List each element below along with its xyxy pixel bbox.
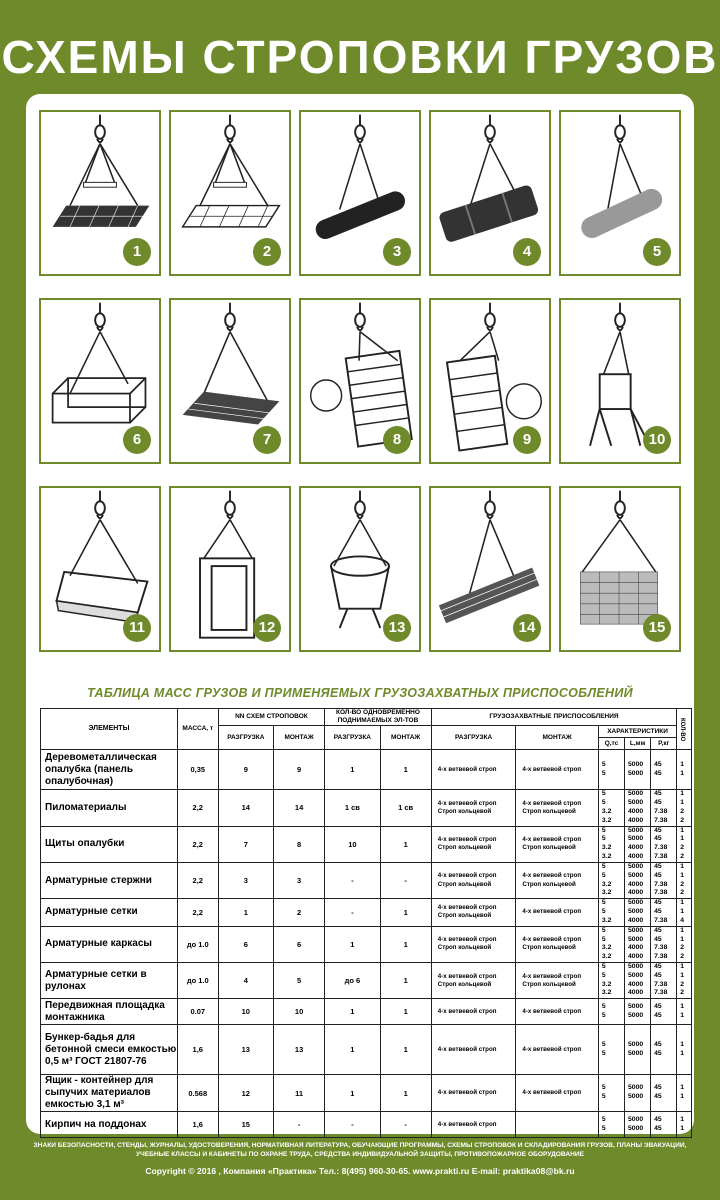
cell-p: 45 45 7.38 7.38	[651, 862, 677, 898]
cell-count-unloading: -	[325, 1112, 380, 1138]
cell-mass: 2,2	[177, 899, 218, 926]
scheme-cell-2	[169, 110, 291, 276]
table-row	[41, 790, 692, 826]
cell-qty: 1 1 2 2	[677, 826, 692, 862]
header-l: L,мм	[625, 738, 651, 750]
cell-element: Ящик - контейнер для сыпучих материалов емкостью 3,1 м³	[41, 1075, 178, 1112]
content-panel	[26, 94, 694, 1134]
header-count-unloading: РАЗГРУЗКА	[325, 726, 380, 750]
cell-device-unloading: 4-х ветвевой строп Строп кольцевой	[431, 790, 516, 826]
header-schemes: NN СХЕМ СТРОПОВОК	[218, 709, 325, 726]
cell-device-mounting: 4-х ветвевой строп	[516, 1025, 599, 1075]
cell-count-unloading: 10	[325, 826, 380, 862]
cell-count-mounting: -	[380, 1112, 431, 1138]
cell-scheme-unloading: 4	[218, 962, 273, 998]
scheme-number-badge: 5	[643, 238, 671, 266]
cell-element: Пиломатериалы	[41, 790, 178, 826]
cell-count-mounting: 1	[380, 899, 431, 926]
header-devices-unloading: РАЗГРУЗКА	[431, 726, 516, 750]
cell-p: 45 45	[651, 1075, 677, 1112]
cell-qty: 1 1 2 2	[677, 790, 692, 826]
cell-device-unloading: 4-х ветвевой строп	[431, 1112, 516, 1138]
cell-scheme-unloading: 6	[218, 926, 273, 962]
cell-element: Арматурные каркасы	[41, 926, 178, 962]
cell-scheme-mounting: 13	[274, 1025, 325, 1075]
cell-q: 5 5	[598, 1075, 624, 1112]
scheme-cell-7	[169, 298, 291, 464]
cell-device-unloading: 4-х ветвевой строп	[431, 1075, 516, 1112]
cell-scheme-unloading: 14	[218, 790, 273, 826]
cell-device-mounting: 4-х ветвевой строп	[516, 999, 599, 1025]
cell-count-unloading: до 6	[325, 962, 380, 998]
cell-q: 5 5	[598, 999, 624, 1025]
cell-element: Кирпич на поддонах	[41, 1112, 178, 1138]
cell-p: 45 45	[651, 1112, 677, 1138]
table-row	[41, 899, 692, 926]
cell-l: 5000 5000 4000 4000	[625, 862, 651, 898]
cell-count-mounting: 1	[380, 1025, 431, 1075]
cell-count-unloading: 1	[325, 926, 380, 962]
scheme-cell-9	[429, 298, 551, 464]
table-caption: ТАБЛИЦА МАСС ГРУЗОВ И ПРИМЕНЯЕМЫХ ГРУЗОЗАХВАТНЫХ ПРИСПОСОБЛЕНИЙ	[87, 686, 633, 700]
header-characteristics: ХАРАКТЕРИСТИКИ	[598, 726, 676, 738]
scheme-number-badge: 14	[513, 614, 541, 642]
cell-q: 5 5 3.2 3.2	[598, 926, 624, 962]
cell-count-mounting: -	[380, 862, 431, 898]
cell-count-unloading: -	[325, 862, 380, 898]
footer-line-2: УЧЕБНЫЕ КЛАССЫ И КАБИНЕТЫ ПО ОХРАНЕ ТРУДА, СРЕДСТВА ИНДИВИДУАЛЬНОЙ ЗАЩИТЫ, ПРОТИВОПОЖАРНОЕ ОБОРУДОВАНИЕ	[135, 1150, 585, 1158]
cell-device-unloading: 4-х ветвевой строп Строп кольцевой	[431, 862, 516, 898]
footer-copyright: Copyright © 2016 , Компания «Практика» Тел.: 8(495) 960-30-65. www.prakti.ru E-mail: praktika08@bk.ru	[145, 1166, 575, 1176]
cell-qty: 1 1	[677, 1025, 692, 1075]
cell-q: 5 5 3.2 3.2	[598, 826, 624, 862]
cell-mass: 0.568	[177, 1075, 218, 1112]
cell-scheme-unloading: 1	[218, 899, 273, 926]
cell-mass: 0,35	[177, 750, 218, 790]
cell-element: Деревометаллическая опалубка (панель опалубочная)	[41, 750, 178, 790]
table-row	[41, 926, 692, 962]
cell-mass: до 1.0	[177, 962, 218, 998]
cell-scheme-unloading: 13	[218, 1025, 273, 1075]
cell-scheme-mounting: 10	[274, 999, 325, 1025]
cell-scheme-mounting: 5	[274, 962, 325, 998]
cell-device-mounting: 4-х ветвевой строп	[516, 899, 599, 926]
scheme-cell-3	[299, 110, 421, 276]
cell-device-mounting: 4-х ветвевой строп	[516, 750, 599, 790]
cell-mass: 1,6	[177, 1112, 218, 1138]
cell-mass: 0.07	[177, 999, 218, 1025]
cell-l: 5000 5000	[625, 1025, 651, 1075]
cell-scheme-unloading: 15	[218, 1112, 273, 1138]
scheme-number-badge: 4	[513, 238, 541, 266]
table-row	[41, 862, 692, 898]
cell-scheme-unloading: 7	[218, 826, 273, 862]
cell-scheme-mounting: 11	[274, 1075, 325, 1112]
cell-device-mounting: 4-х ветвевой строп Строп кольцевой	[516, 826, 599, 862]
scheme-cell-4	[429, 110, 551, 276]
cell-q: 5 5 3.2 3.2	[598, 790, 624, 826]
table-row	[41, 1112, 692, 1138]
scheme-cell-15	[559, 486, 681, 652]
scheme-cell-5	[559, 110, 681, 276]
cell-qty: 1 1	[677, 750, 692, 790]
cell-count-unloading: 1 св	[325, 790, 380, 826]
scheme-number-badge: 7	[253, 426, 281, 454]
cell-l: 5000 5000	[625, 1075, 651, 1112]
cell-count-unloading: 1	[325, 999, 380, 1025]
cell-l: 5000 5000	[625, 1112, 651, 1138]
cell-l: 5000 5000 4000 4000	[625, 790, 651, 826]
cell-count-mounting: 1	[380, 962, 431, 998]
scheme-cell-1	[39, 110, 161, 276]
cell-q: 5 5 3.2 3.2	[598, 962, 624, 998]
header-count-mounting: МОНТАЖ	[380, 726, 431, 750]
header-devices-mounting: МОНТАЖ	[516, 726, 599, 750]
cell-device-unloading: 4-х ветвевой строп	[431, 1025, 516, 1075]
scheme-cell-11	[39, 486, 161, 652]
header-p: P,кг	[651, 738, 677, 750]
cell-qty: 1 1 2 2	[677, 926, 692, 962]
cell-l: 5000 5000 4000 4000	[625, 926, 651, 962]
cell-p: 45 45	[651, 750, 677, 790]
cell-qty: 1 1	[677, 1112, 692, 1138]
table-row	[41, 1025, 692, 1075]
cell-q: 5 5	[598, 1025, 624, 1075]
scheme-number-badge: 10	[643, 426, 671, 454]
scheme-cell-10	[559, 298, 681, 464]
cell-scheme-unloading: 9	[218, 750, 273, 790]
cell-count-mounting: 1	[380, 750, 431, 790]
cell-count-mounting: 1 св	[380, 790, 431, 826]
cell-device-unloading: 4-х ветвевой строп	[431, 750, 516, 790]
header-schemes-mounting: МОНТАЖ	[274, 726, 325, 750]
cell-device-unloading: 4-х ветвевой строп	[431, 999, 516, 1025]
cell-device-mounting	[516, 1112, 599, 1138]
cell-scheme-mounting: 3	[274, 862, 325, 898]
cell-device-mounting: 4-х ветвевой строп Строп кольцевой	[516, 926, 599, 962]
cell-scheme-unloading: 10	[218, 999, 273, 1025]
cell-mass: 1,6	[177, 1025, 218, 1075]
cell-scheme-mounting: 6	[274, 926, 325, 962]
cell-p: 45 45	[651, 999, 677, 1025]
cell-l: 5000 5000 4000 4000	[625, 826, 651, 862]
cell-count-mounting: 1	[380, 999, 431, 1025]
scheme-cell-13	[299, 486, 421, 652]
table-row	[41, 1075, 692, 1112]
cell-mass: до 1.0	[177, 926, 218, 962]
cell-l: 5000 5000	[625, 999, 651, 1025]
header-devices: ГРУЗОЗАХВАТНЫЕ ПРИСПОСОБЛЕНИЯ	[431, 709, 677, 726]
scheme-number-badge: 2	[253, 238, 281, 266]
cell-qty: 1 1	[677, 999, 692, 1025]
table-row	[41, 962, 692, 998]
header-mass: МАССА, т	[177, 709, 218, 750]
cell-l: 5000 5000	[625, 750, 651, 790]
cell-p: 45 45 7.38	[651, 899, 677, 926]
scheme-number-badge: 8	[383, 426, 411, 454]
scheme-cell-12	[169, 486, 291, 652]
cell-q: 5 5 3.2	[598, 899, 624, 926]
header-count: КОЛ-ВО ОДНОВРЕМЕННО ПОДНИМАЕМЫХ ЭЛ-ТОВ	[325, 709, 432, 726]
cell-scheme-mounting: 9	[274, 750, 325, 790]
cell-device-mounting: 4-х ветвевой строп Строп кольцевой	[516, 862, 599, 898]
cell-p: 45 45 7.38 7.38	[651, 926, 677, 962]
table-row	[41, 750, 692, 790]
cell-device-unloading: 4-х ветвевой строп Строп кольцевой	[431, 826, 516, 862]
scheme-number-badge: 9	[513, 426, 541, 454]
scheme-cell-6	[39, 298, 161, 464]
header-q: Q,тс	[598, 738, 624, 750]
cell-mass: 2,2	[177, 790, 218, 826]
cell-q: 5 5	[598, 750, 624, 790]
mass-table	[40, 708, 692, 1138]
cell-device-unloading: 4-х ветвевой строп Строп кольцевой	[431, 962, 516, 998]
cell-count-unloading: -	[325, 899, 380, 926]
cell-p: 45 45 7.38 7.38	[651, 962, 677, 998]
cell-qty: 1 1 2 2	[677, 962, 692, 998]
cell-count-mounting: 1	[380, 926, 431, 962]
cell-scheme-mounting: 14	[274, 790, 325, 826]
scheme-number-badge: 11	[123, 614, 151, 642]
cell-l: 5000 5000 4000	[625, 899, 651, 926]
cell-element: Бункер-бадья для бетонной смеси емкостью 0,5 м³ ГОСТ 21807-76	[41, 1025, 178, 1075]
cell-device-mounting: 4-х ветвевой строп	[516, 1075, 599, 1112]
cell-mass: 2,2	[177, 826, 218, 862]
footer-line-1: ЗНАКИ БЕЗОПАСНОСТИ, СТЕНДЫ, ЖУРНАЛЫ, УДОСТОВЕРЕНИЯ, НОРМАТИВНАЯ ЛИТЕРАТУРА, ОБУЧАЮЩИЕ ПРОГРАММЫ, СХЕМЫ СТРОПОВОК И СКЛАДИРОВАНИЯ ГРУЗОВ, ПЛАНЫ ЭВАКУАЦИИ,	[33, 1142, 687, 1149]
cell-count-unloading: 1	[325, 1075, 380, 1112]
cell-count-unloading: 1	[325, 750, 380, 790]
scheme-number-badge: 1	[123, 238, 151, 266]
cell-element: Щиты опалубки	[41, 826, 178, 862]
cell-count-mounting: 1	[380, 1075, 431, 1112]
cell-p: 45 45 7.38 7.38	[651, 826, 677, 862]
cell-qty: 1 1	[677, 1075, 692, 1112]
cell-scheme-mounting: 2	[274, 899, 325, 926]
cell-qty: 1 1 2 2	[677, 862, 692, 898]
cell-p: 45 45	[651, 1025, 677, 1075]
cell-device-mounting: 4-х ветвевой строп Строп кольцевой	[516, 790, 599, 826]
table-row	[41, 826, 692, 862]
poster-title: СХЕМЫ СТРОПОВКИ ГРУЗОВ	[1, 31, 719, 83]
scheme-number-badge: 3	[383, 238, 411, 266]
scheme-number-badge: 15	[643, 614, 671, 642]
cell-count-unloading: 1	[325, 1025, 380, 1075]
cell-device-mounting: 4-х ветвевой строп Строп кольцевой	[516, 962, 599, 998]
cell-mass: 2,2	[177, 862, 218, 898]
table-row	[41, 999, 692, 1025]
header-elements: ЭЛЕМЕНТЫ	[41, 709, 178, 750]
cell-device-unloading: 4-х ветвевой строп Строп кольцевой	[431, 926, 516, 962]
cell-scheme-unloading: 12	[218, 1075, 273, 1112]
cell-scheme-unloading: 3	[218, 862, 273, 898]
cell-scheme-mounting: 8	[274, 826, 325, 862]
scheme-number-badge: 13	[383, 614, 411, 642]
cell-element: Арматурные стержни	[41, 862, 178, 898]
cell-q: 5 5 3.2 3.2	[598, 862, 624, 898]
header-qty: КОЛ-ВО	[677, 709, 692, 750]
cell-element: Арматурные сетки	[41, 899, 178, 926]
scheme-cell-8	[299, 298, 421, 464]
cell-p: 45 45 7.38 7.38	[651, 790, 677, 826]
cell-count-mounting: 1	[380, 826, 431, 862]
footer-services	[0, 1142, 720, 1160]
scheme-number-badge: 6	[123, 426, 151, 454]
header-schemes-unloading: РАЗГРУЗКА	[218, 726, 273, 750]
cell-scheme-mounting: -	[274, 1112, 325, 1138]
cell-element: Арматурные сетки в рулонах	[41, 962, 178, 998]
cell-l: 5000 5000 4000 4000	[625, 962, 651, 998]
cell-element: Передвижная площадка монтажника	[41, 999, 178, 1025]
scheme-number-badge: 12	[253, 614, 281, 642]
scheme-cell-14	[429, 486, 551, 652]
cell-device-unloading: 4-х ветвевой строп Строп кольцевой	[431, 899, 516, 926]
cell-q: 5 5	[598, 1112, 624, 1138]
cell-qty: 1 1 4	[677, 899, 692, 926]
